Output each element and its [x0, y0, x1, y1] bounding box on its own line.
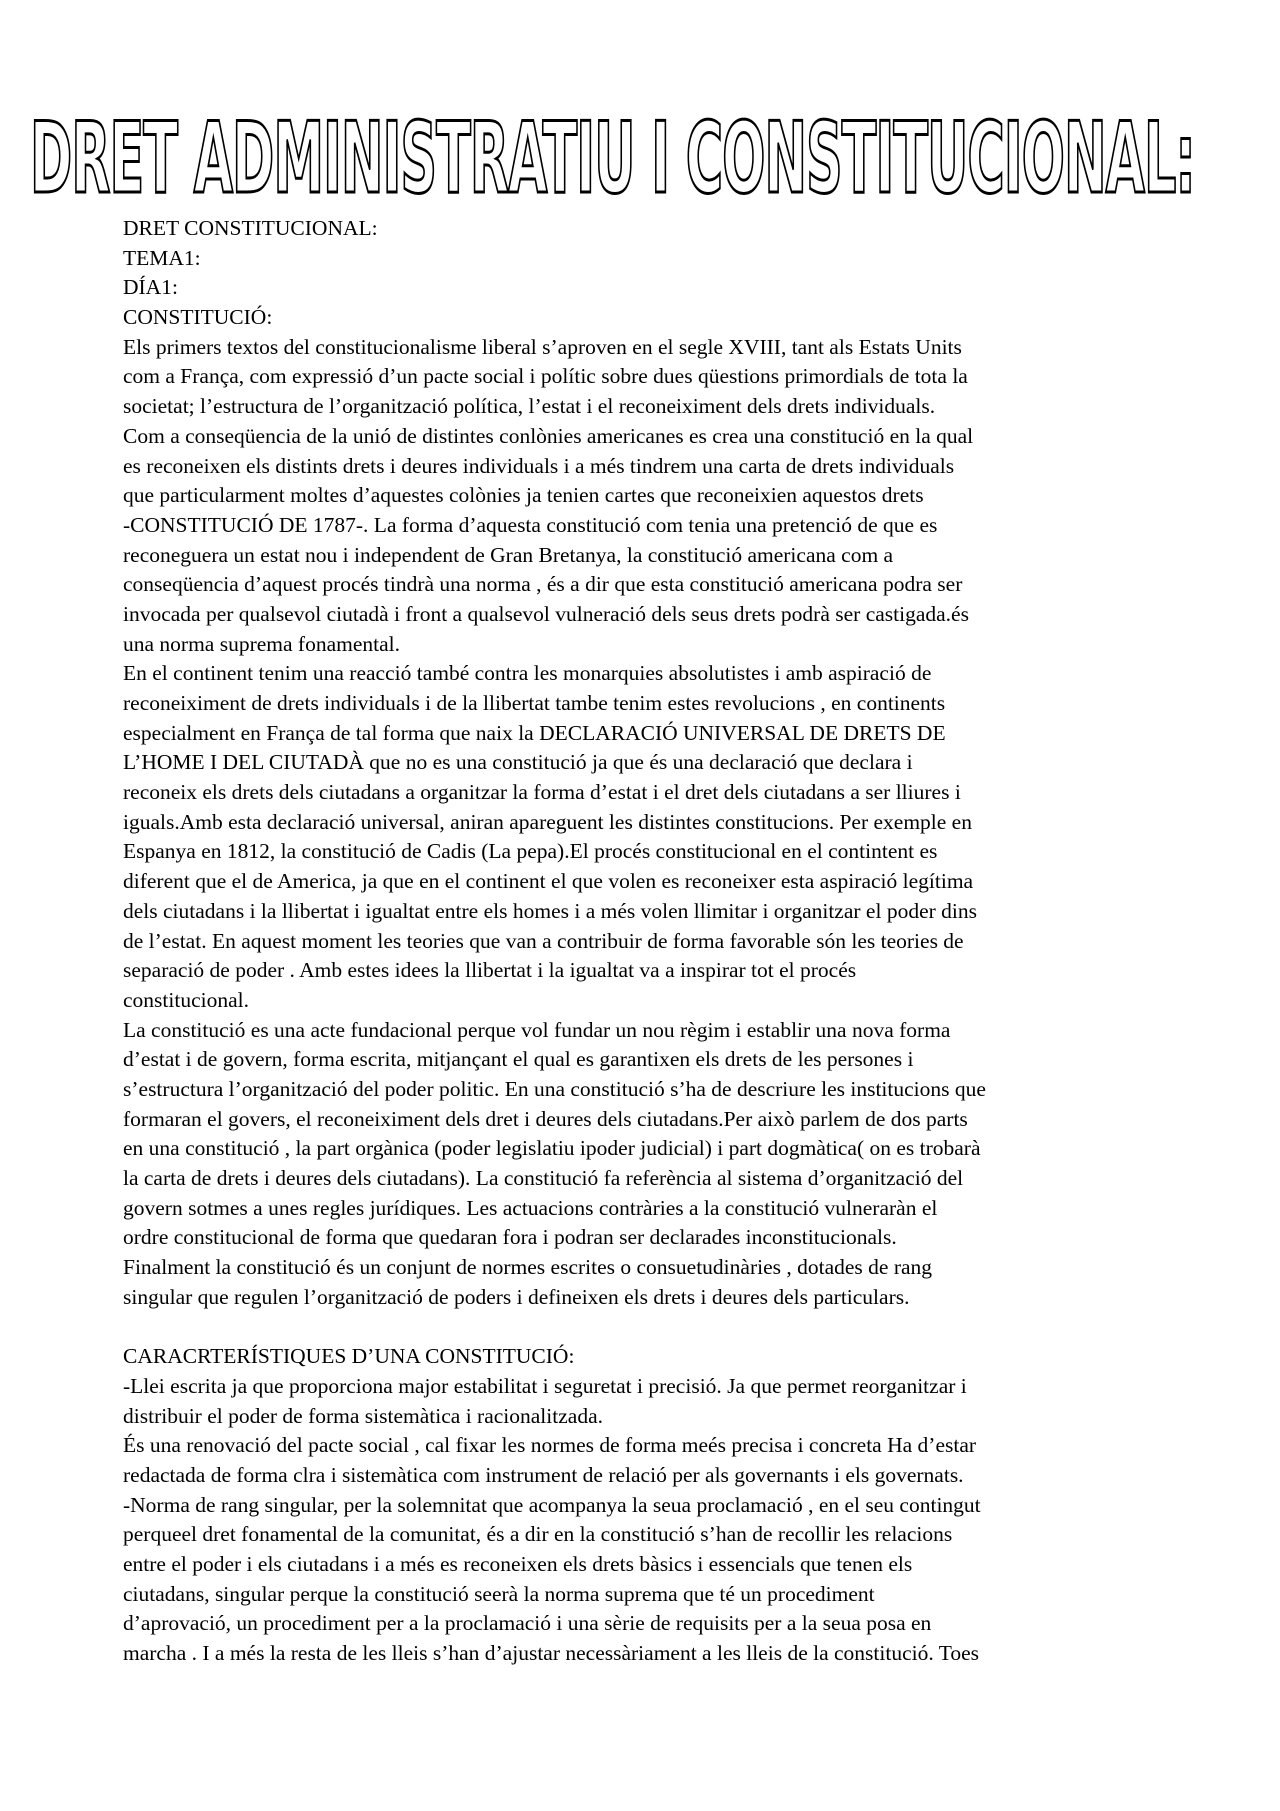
text-line: especialment en França de tal forma que naix la DECLARACIÓ UNIVERSAL DE DRETS DE	[123, 720, 946, 745]
text-line: s’estructura l’organització del poder politic. En una constitució s’ha de descriure les institucions que	[123, 1076, 986, 1101]
text-line: Com a conseqüencia de la unió de distintes conlònies americanes es crea una constitució en la qual	[123, 423, 974, 448]
text-line: La constitució es una acte fundacional perque vol fundar un nou règim i establir una nova forma	[123, 1017, 951, 1042]
text-line: CARACRTERÍSTIQUES D’UNA CONSTITUCIÓ:	[123, 1344, 575, 1369]
document-body	[123, 214, 1171, 1669]
text-line: Els primers textos del constitucionalisme liberal s’aproven en el segle XVIII, tant als Estats Units	[123, 334, 962, 359]
text-line: govern sotmes a unes regles jurídiques. Les actuacions contràries a la constitució vulneraràn el	[123, 1195, 938, 1220]
text-line: -Norma de rang singular, per la solemnitat que acompanya la seua proclamació , en el seu contingut	[123, 1492, 981, 1517]
text-line: ciutadans, singular perque la constitució seerà la norma suprema que té un procediment	[123, 1581, 875, 1606]
text-line: L’HOME I DEL CIUTADÀ que no es una constitució ja que és una declaració que declara i	[123, 750, 913, 775]
text-line: singular que regulen l’organització de poders i defineixen els drets i deures dels particulars.	[123, 1284, 910, 1309]
text-line: invocada per qualsevol ciutadà i front a qualsevol vulneració dels seus drets podrà ser castigada.és	[123, 601, 969, 626]
text-line: en una constitució , la part orgànica (poder legislatiu ipoder judicial) i part dogmàtica( on es trobarà	[123, 1136, 981, 1161]
text-line: d’estat i de govern, forma escrita, mitjançant el qual es garantixen els drets de les persones i	[123, 1047, 914, 1072]
text-line: CONSTITUCIÓ:	[123, 305, 273, 330]
text-line: una norma suprema fonamental.	[123, 631, 401, 656]
text-line: És una renovació del pacte social , cal fixar les normes de forma meés precisa i concreta Ha d’estar	[123, 1433, 977, 1458]
text-line: DRET CONSTITUCIONAL:	[123, 216, 378, 240]
text-line: la carta de drets i deures dels ciutadans). La constitució fa referència al sistema d’organització del	[123, 1166, 964, 1190]
text-line: reconeiximent de drets individuals i de la llibertat tambe tenim estes revolucions , en continents	[123, 691, 946, 715]
text-line: redactada de forma clra i sistemàtica com instrument de relació per als governants i els governats.	[123, 1462, 964, 1487]
text-line: reconeix els drets dels ciutadans a organitzar la forma d’estat i el dret dels ciutadans a ser lliures i	[123, 780, 961, 805]
text-line: dels ciutadans i la llibertat i igualtat entre els homes i a més volen llimitar i organitzar el poder dins	[123, 898, 977, 923]
text-line: TEMA1:	[123, 245, 201, 270]
text-line: distribuir el poder de forma sistemàtica i racionalitzada.	[123, 1403, 603, 1428]
text-line: ordre constitucional de forma que quedaran fora i podran ser declarades inconstitucionals.	[123, 1225, 897, 1250]
text-line: conseqüencia d’aquest procés tindrà una norma , és a dir que esta constitució americana podra ser	[123, 572, 963, 597]
text-line: formaran el govers, el reconeiximent dels dret i deures dels ciutadans.Per això parlem de dos parts	[123, 1106, 968, 1131]
blank-line	[123, 1312, 1171, 1342]
text-line: iguals.Amb esta declaració universal, aniran apareguent les distintes constitucions. Per exemple en	[123, 809, 972, 834]
document-title: DRET ADMINISTRATIU I CONSTITUCIONAL:	[30, 102, 1195, 216]
text-line: es reconeixen els distints drets i deures individuals i a més tindrem una carta de drets individuals	[123, 453, 955, 478]
text-line: diferent que el de America, ja que en el continent el que volen es reconeixer esta aspiració legítima	[123, 869, 974, 894]
text-line: de l’estat. En aquest moment les teories que van a contribuir de forma favorable són les teories de	[123, 928, 964, 953]
text-line: En el continent tenim una reacció també contra les monarquies absolutistes i amb aspiració de	[123, 661, 932, 686]
text-line: perqueel dret fonamental de la comunitat, és a dir en la constitució s’han de recollir les relacions	[123, 1522, 953, 1547]
text-line: Espanya en 1812, la constitució de Cadis (La pepa).El procés constitucional en el contintent es	[123, 839, 938, 864]
text-line: societat; l’estructura de l’organització política, l’estat i el reconeiximent dels drets individuals.	[123, 394, 936, 419]
text-line: reconeguera un estat nou i independent de Gran Bretanya, la constitució americana com a	[123, 542, 894, 567]
text-line: -Llei escrita ja que proporciona major estabilitat i seguretat i precisió. Ja que permet reorganitzar i	[123, 1373, 967, 1398]
text-line: d’aprovació, un procediment per a la proclamació i una sèrie de requisits per a la seua posa en	[123, 1611, 932, 1636]
document-title-container	[30, 102, 1195, 216]
text-line: com a França, com expressió d’un pacte social i polític sobre dues qüestions primordials de tota la	[123, 364, 968, 389]
text-line: entre el poder i els ciutadans i a més es reconeixen els drets bàsics i essencials que tenen els	[123, 1551, 913, 1576]
text-line: que particularment moltes d’aquestes colònies ja tenien cartes que reconeixien aquestos drets	[123, 483, 924, 508]
text-line: marcha . I a més la resta de les lleis s’han d’ajustar necessàriament a les lleis de la constitució. Toes	[123, 1641, 980, 1665]
text-line: -CONSTITUCIÓ DE 1787-. La forma d’aquesta constitució com tenia una pretenció de que es	[123, 512, 938, 537]
text-line: constitucional.	[123, 987, 249, 1012]
text-line: Finalment la constitució és un conjunt de normes escrites o consuetudinàries , dotades de rang	[123, 1255, 933, 1280]
text-line: DÍA1:	[123, 275, 178, 300]
text-line: separació de poder . Amb estes idees la llibertat i la igualtat va a inspirar tot el procés	[123, 958, 857, 983]
